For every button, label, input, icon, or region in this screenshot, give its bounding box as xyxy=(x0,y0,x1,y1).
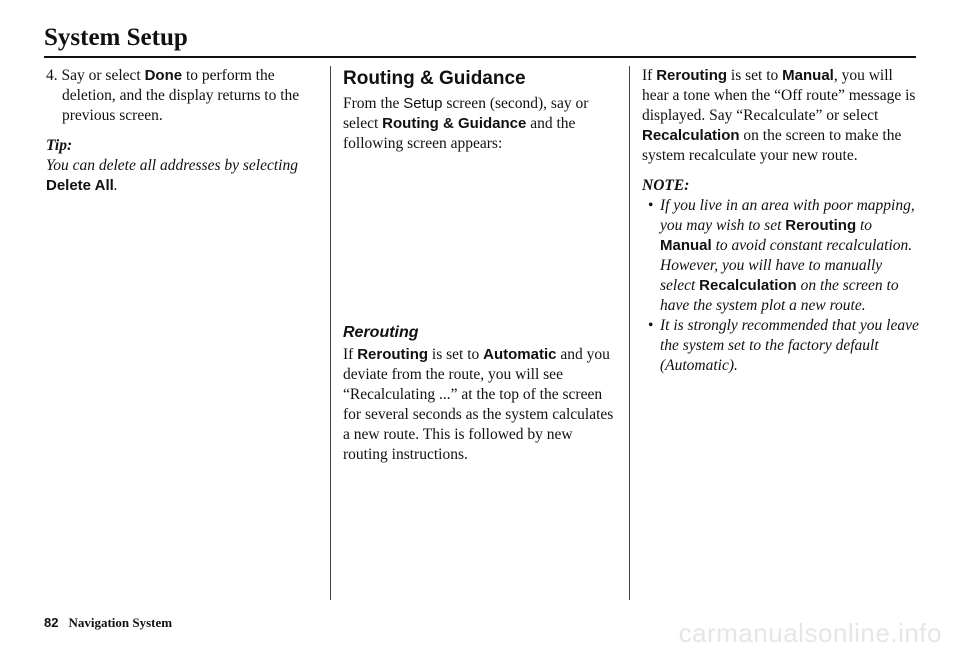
intro-paragraph: From the Setup screen (second), say or select Routing & Guidance and the following screen appears: xyxy=(343,95,589,152)
page-title: System Setup xyxy=(44,24,188,51)
column-3 xyxy=(642,66,920,376)
watermark: carmanualsonline.info xyxy=(678,618,942,648)
manual-label: Manual xyxy=(660,237,712,254)
manual-label: Manual xyxy=(782,67,834,84)
screen-image-area xyxy=(343,154,619,323)
column-divider-2 xyxy=(629,66,630,600)
tip-heading: Tip: xyxy=(46,137,73,154)
rerouting-label: Rerouting xyxy=(785,217,857,234)
setup-label: Setup xyxy=(403,95,443,112)
column-divider-1 xyxy=(330,66,331,600)
done-label: Done xyxy=(144,67,183,84)
page-number: 82 xyxy=(44,615,59,630)
recalculation-label: Recalculation xyxy=(642,127,740,144)
step-4: 4. Say or select Done to perform the deletion, and the display returns to the previous screen. xyxy=(46,67,300,124)
routing-guidance-label: Routing & Guidance xyxy=(382,115,527,132)
subsection-heading: Rerouting xyxy=(343,324,419,341)
note-item: • If you live in an area with poor mapping, you may wish to set Rerouting to Manual to avoid constant recalculation. However, you will have to manually select Recalculation on the screen to have the system plot a new route. xyxy=(642,196,920,316)
section-heading: Routing & Guidance xyxy=(343,68,526,89)
footer-section: Navigation System xyxy=(68,615,173,630)
note-heading: NOTE: xyxy=(642,177,690,194)
rerouting-paragraph: If Rerouting is set to Automatic and you deviate from the route, you will see “Recalculating ...” at the top of the screen for several seconds as the system calculates a new route. This is followed by new routing instructions. xyxy=(343,346,614,463)
step-number: 4. xyxy=(46,67,58,84)
note-list xyxy=(642,196,920,376)
column-2 xyxy=(343,66,619,465)
recalculation-label: Recalculation xyxy=(699,277,797,294)
manual-paragraph: If Rerouting is set to Manual, you will hear a tone when the “Off route” message is displayed. Say “Recalculate” or select Recalculation on the screen to make the system recalculate your new route. xyxy=(642,67,916,164)
rerouting-label: Rerouting xyxy=(357,346,429,363)
title-rule xyxy=(44,56,916,58)
tip-text: You can delete all addresses by selecting Delete All. xyxy=(46,157,298,194)
rerouting-label: Rerouting xyxy=(656,67,728,84)
column-1 xyxy=(46,66,308,196)
note-item: • It is strongly recommended that you leave the system set to the factory default (Automatic). xyxy=(642,316,920,376)
page-footer xyxy=(44,615,172,631)
delete-all-label: Delete All xyxy=(46,177,114,194)
automatic-label: Automatic xyxy=(483,346,557,363)
